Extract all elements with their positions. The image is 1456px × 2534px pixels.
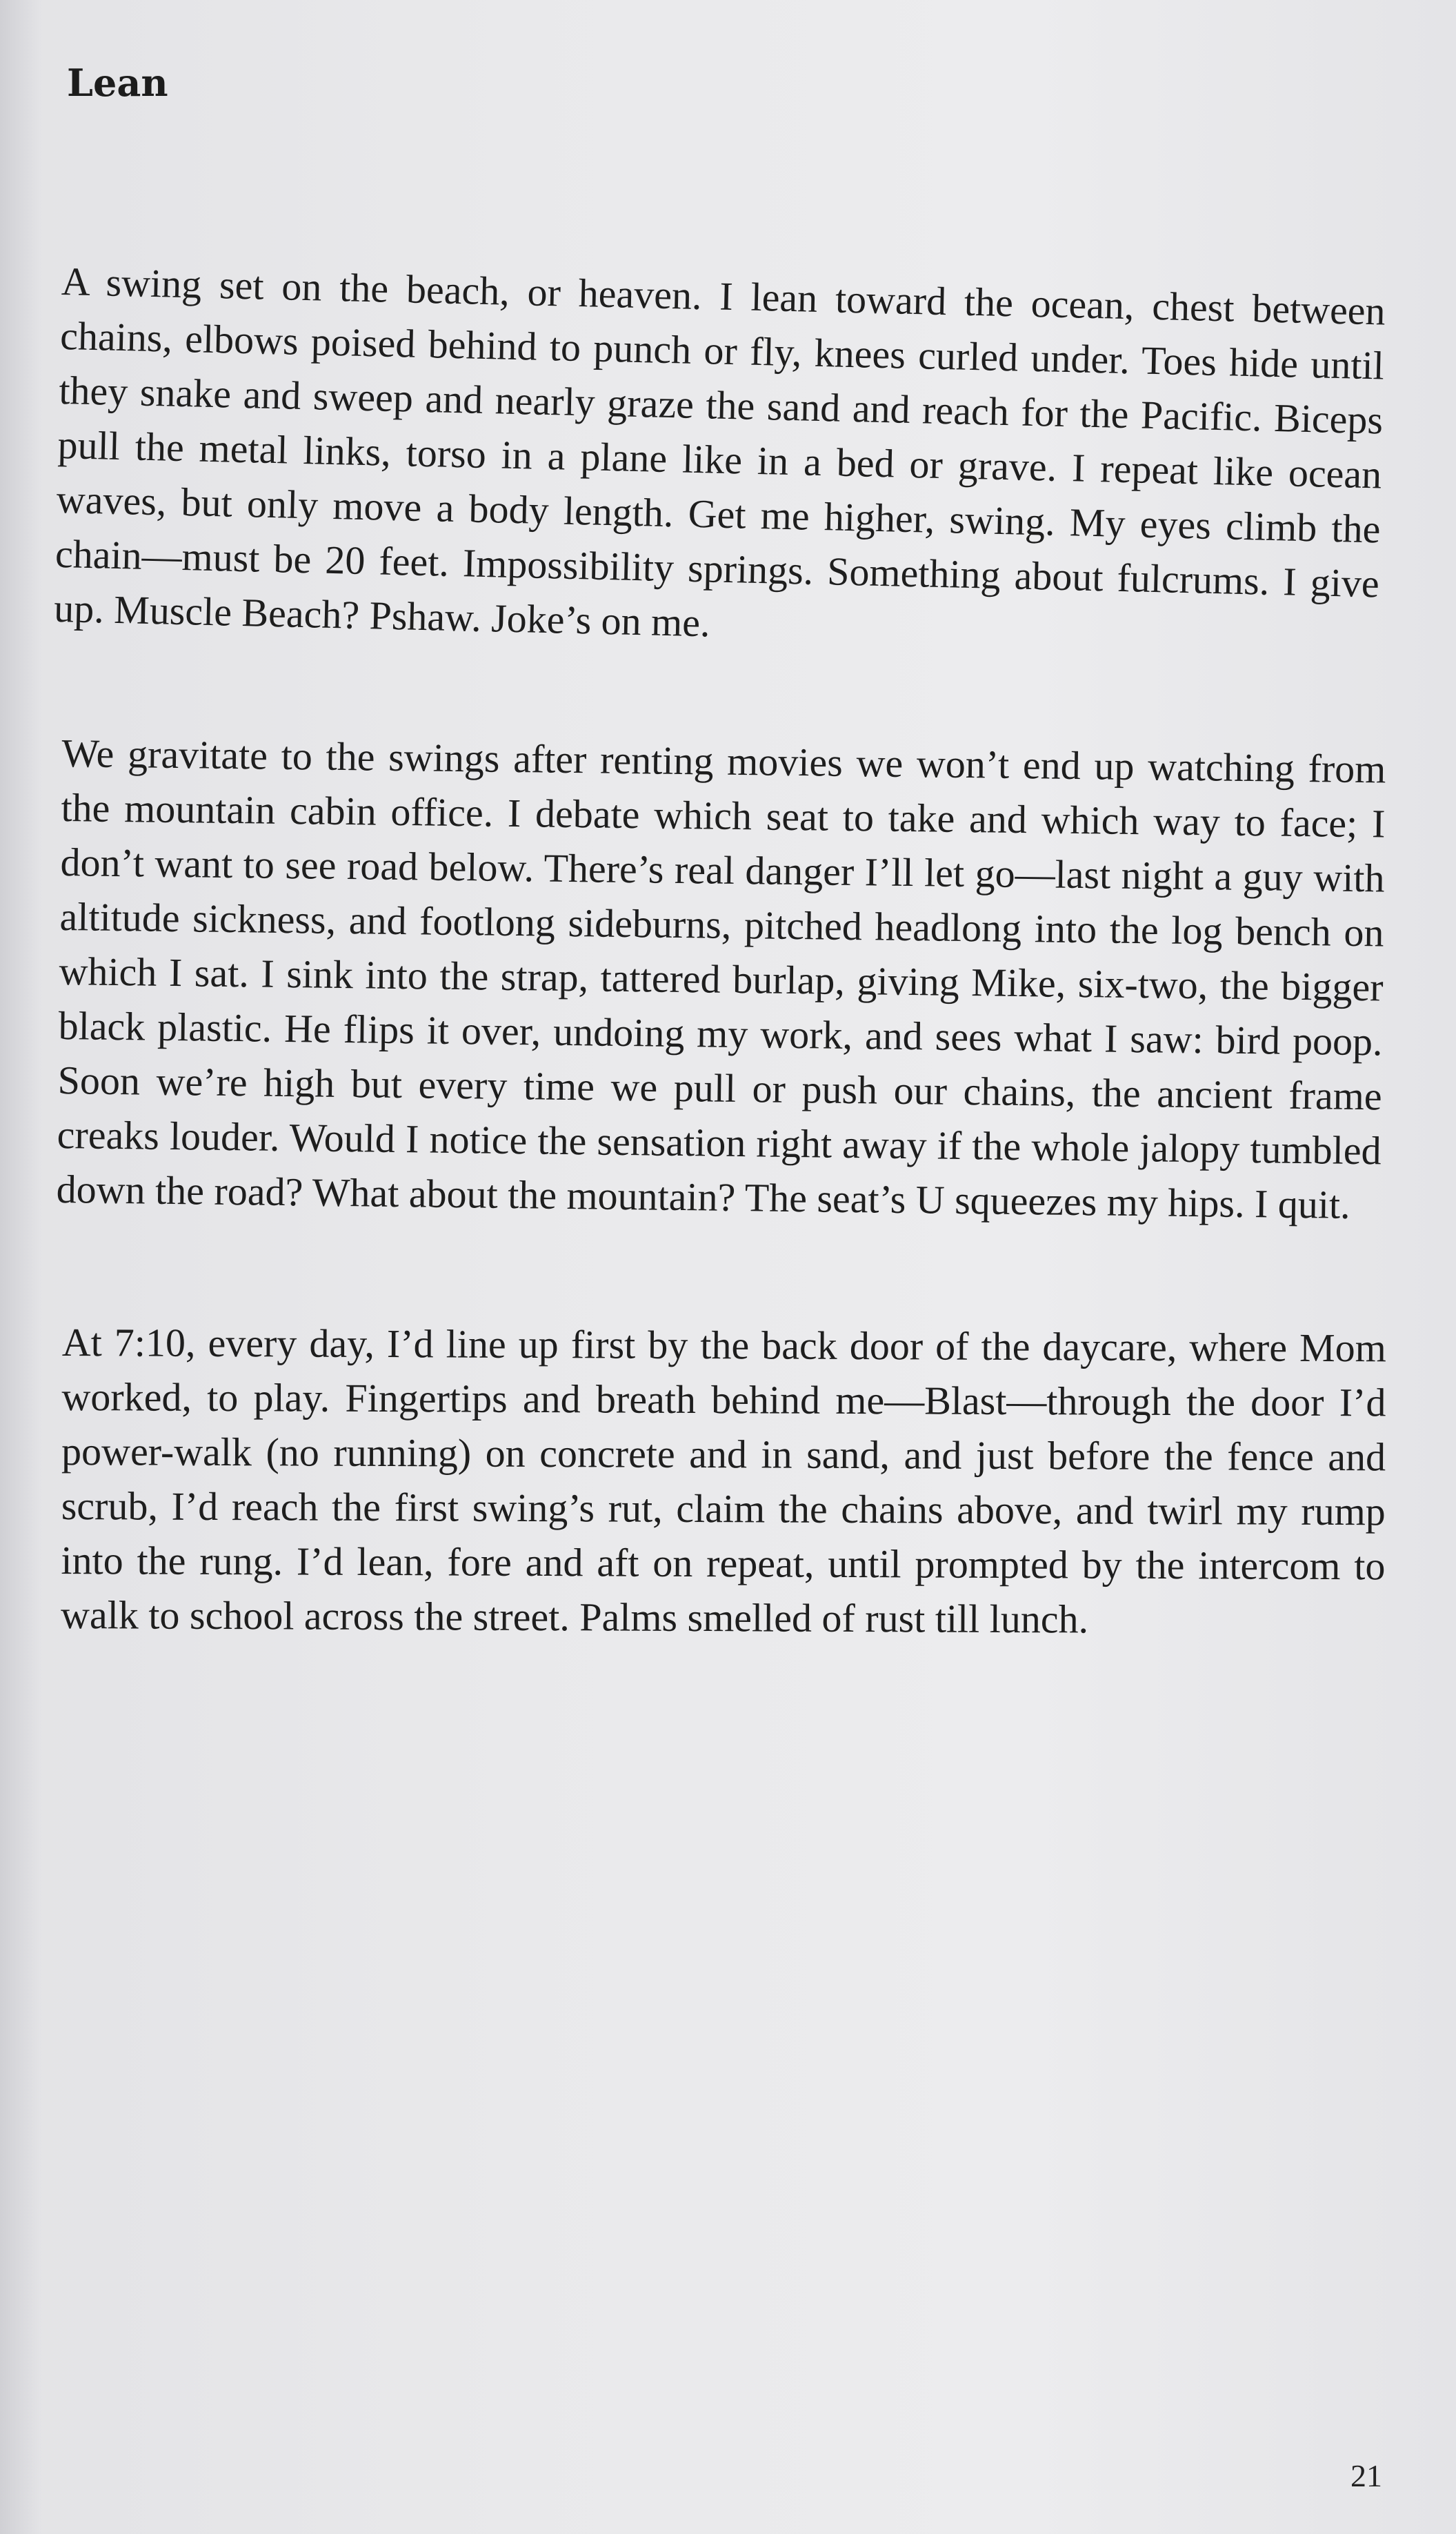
paragraph-3: At 7:10, every day, I’d line up first by the back door of the daycare, where Mom worked, to play. Fingertips and breath behind me—Blast—through the door I’d power-walk (no running) on concrete and in sand, and just before the fence and scrub, I’d reach the first swing’s rut, claim the chains above, and twirl my rump into the rung. I’d lean, fore and aft on repeat, until prompted by the intercom to walk to school across the street. Palms smelled of rust till lunch. bbox=[60, 1319, 1386, 1642]
page-number: 21 bbox=[1350, 2458, 1382, 2493]
paragraph-1: A swing set on the beach, or heaven. I lean toward the ocean, chest between chains, elbows poised behind to punch or fly, knees curled under. Toes hide until they snake and sweep and nearly graze the sand and reach for the Pacific. Biceps pull the metal links, torso in a plane like in a bed or grave. I repeat like ocean waves, but only move a body length. Get me higher, swing. My eyes climb the chain—must be 20 feet. Impossibility springs. Something about fulcrums. I give up. Muscle Beach? Pshaw. Joke’s on me. bbox=[53, 258, 1386, 646]
paragraph-2: We gravitate to the swings after renting movies we won’t end up watching from the mountain cabin office. I debate which seat to take and which way to face; I don’t want to see road below. There’s real danger I’ll let go—last night a guy with altitude sickness, and footlong sideburns, pitched headlong into the log bench on which I sat. I sink into the strap, tattered burlap, giving Mike, six-two, the bigger black plastic. He flips it over, undoing my work, and sees what I saw: bird poop. Soon we’re high but every time we pull or push our chains, the ancient frame creaks louder. Would I notice the sensation right away if the whole jalopy tumbled down the road? What about the mountain? The seat’s U squeezes my hips. I quit. bbox=[56, 730, 1386, 1227]
binding-shadow bbox=[0, 0, 41, 2534]
poem-title: Lean bbox=[67, 61, 168, 105]
